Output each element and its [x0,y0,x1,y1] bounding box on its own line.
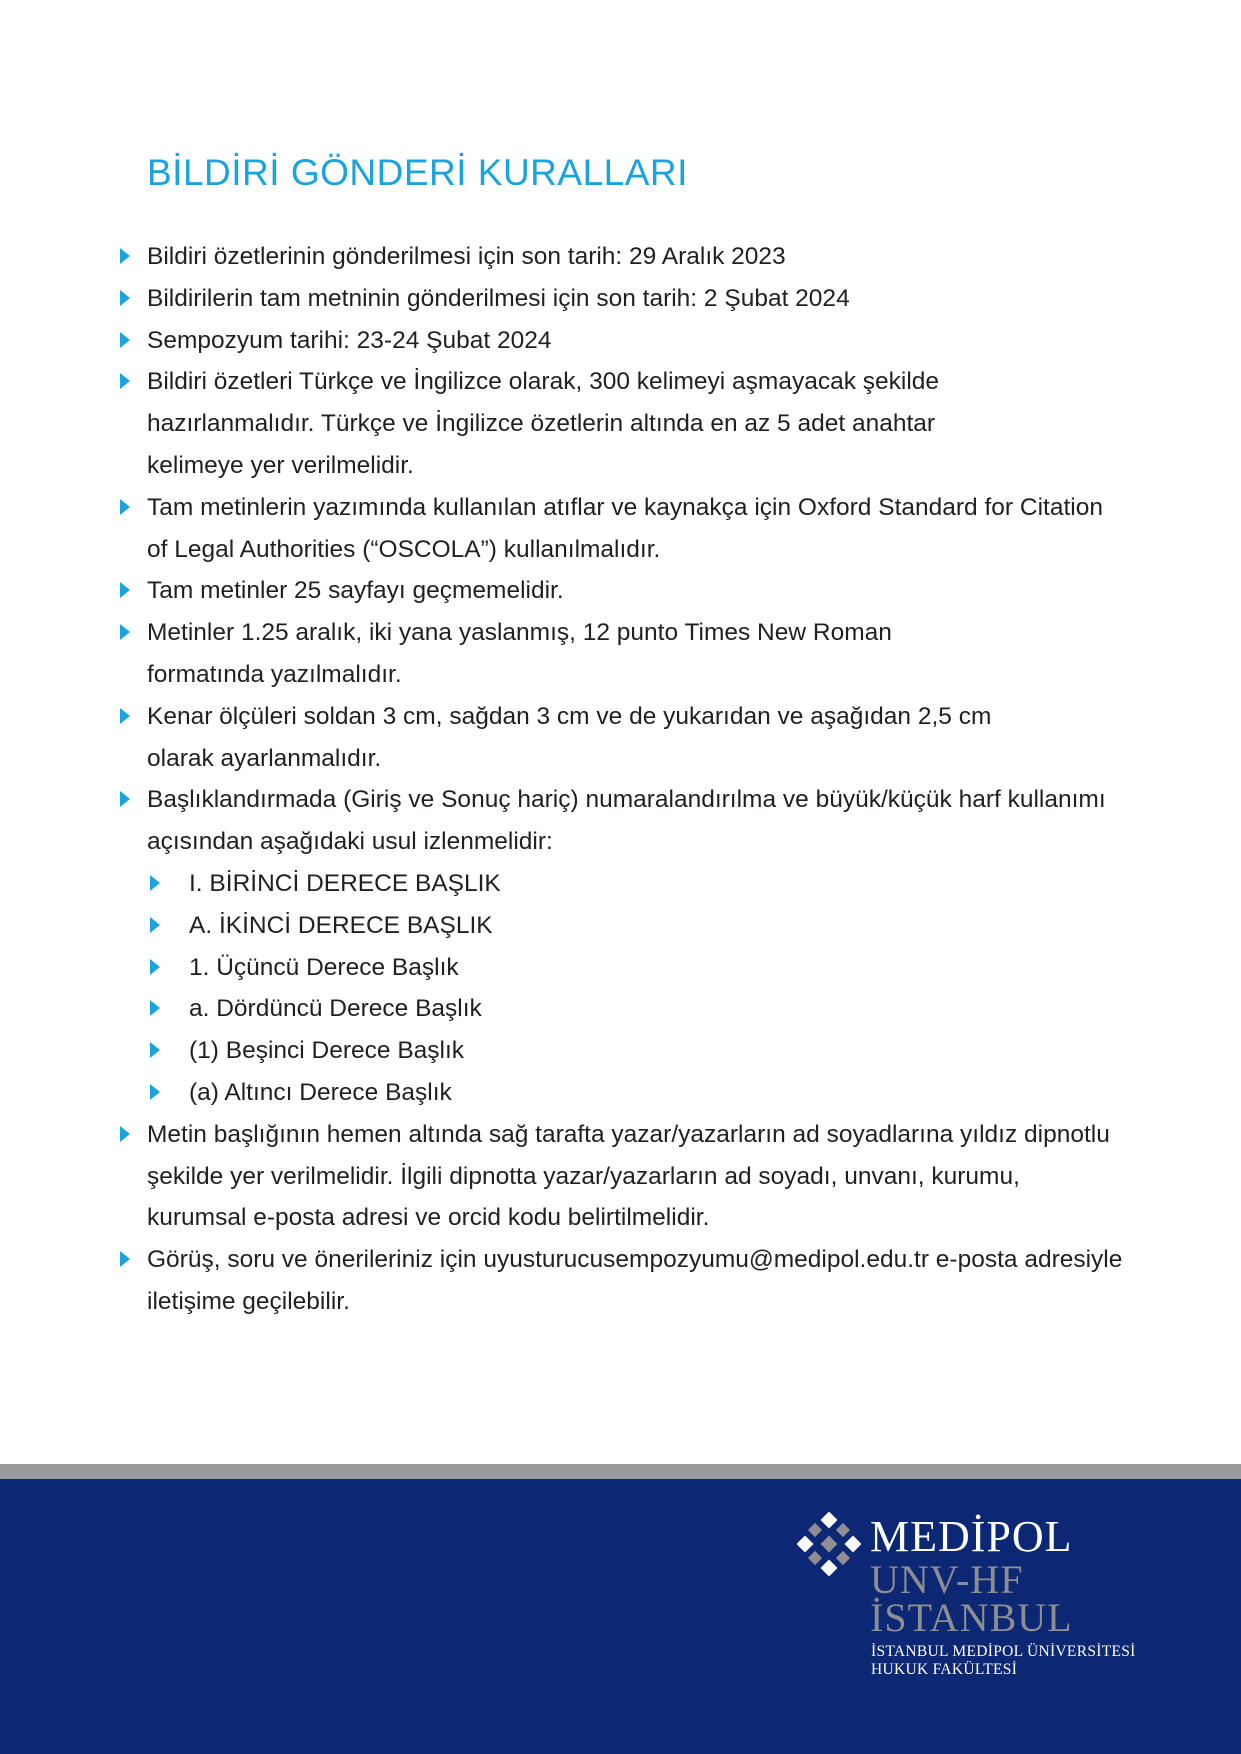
footer-divider [0,1464,1241,1479]
bullet-arrow-icon [120,1126,130,1142]
rules-list [0,236,1241,1323]
rule-text: Metinler 1.25 aralık, iki yana yaslanmış, 12 punto Times New Roman formatında yazılmalıdır. [147,619,892,688]
logo-line3: İSTANBUL [870,1595,1073,1640]
rule-text: Bildiri özetlerinin gönderilmesi için son tarih: 29 Aralık 2023 [147,243,786,270]
logo-subtitle-university: İSTANBUL MEDİPOL ÜNİVERSİTESİ [871,1643,1136,1660]
bullet-arrow-icon [150,917,160,933]
bullet-arrow-icon [150,959,160,975]
bullet-arrow-icon [120,248,130,264]
rule-text: Görüş, soru ve önerileriniz için uyusturucusempozyumu@medipol.edu.tr e-posta adresiyle iletişime geçilebilir. [147,1246,1123,1315]
heading-level-text: I. BİRİNCİ DERECE BAŞLIK [189,869,501,897]
rule-text: Sempozyum tarihi: 23-24 Şubat 2024 [147,326,552,354]
list-item [147,988,1121,1030]
heading-level-text: (1) Beşinci Derece Başlık [189,1037,465,1065]
bullet-arrow-icon [150,1084,160,1100]
bullet-arrow-icon [120,499,130,515]
bullet-arrow-icon [120,708,130,724]
bullet-arrow-icon [120,791,130,807]
rule-text: Kenar ölçüleri soldan 3 cm, sağdan 3 cm ve de yukarıdan ve aşağıdan 2,5 cm olarak ayarlanmalıdır. [147,702,992,772]
heading-level-text: a. Dördüncü Derece Başlık [189,995,482,1023]
logo-subtitle-faculty: HUKUK FAKÜLTESİ [871,1661,1018,1678]
heading-level-text: 1. Üçüncü Derece Başlık [189,953,459,981]
rule-text: Tam metinler 25 sayfayı geçmemelidir. [147,577,564,605]
list-item [147,1030,1121,1072]
rule-text: Başlıklandırmada (Giriş ve Sonuç hariç) numaralandırılma ve büyük/küçük harf kullanımı açısından aşağıdaki usul izlenmelidir: [147,786,1106,856]
page-title: BİLDİRİ GÖNDERİ KURALLARI [147,152,688,193]
list-item [0,487,1241,571]
list-item [0,779,1241,1113]
list-item [147,905,1121,947]
bullet-arrow-icon [150,1000,160,1016]
list-item [0,1239,1241,1323]
list-item [0,1114,1241,1239]
bullet-arrow-icon [120,332,130,348]
rule-text: Bildiri özetleri Türkçe ve İngilizce olarak, 300 kelimeyi aşmayacak şekilde hazırlanmalıdır. Türkçe ve İngilizce özetlerin altında en az 5 adet anahtar kelimeye yer verilmelidir. [147,368,940,479]
bullet-arrow-icon [150,1042,160,1058]
list-item [147,1072,1121,1114]
bullet-arrow-icon [120,624,130,640]
list-item [0,278,1241,320]
bullet-arrow-icon [120,582,130,598]
heading-level-text: A. İKİNCİ DERECE BAŞLIK [189,911,493,939]
heading-levels-list [147,863,1121,1114]
rule-text: Bildirilerin tam metninin gönderilmesi için son tarih: 2 Şubat 2024 [147,284,850,312]
bullet-arrow-icon [150,875,160,891]
bullet-arrow-icon [120,1251,130,1267]
rule-text: Metin başlığının hemen altında sağ tarafta yazar/yazarların ad soyadlarına yıldız dipnotlu şekilde yer verilmelidir. İlgili dipnotta yazar/yazarların ad soyadı, unvanı, kurumu, kurumsal e-posta adresi ve orcid kodu belirtilmelidir. [147,1120,1110,1232]
logo-name: MEDİPOL [870,1512,1073,1561]
logo-line2: UNV-HF [870,1557,1024,1602]
bullet-arrow-icon [120,373,130,389]
bullet-arrow-icon [120,290,130,306]
list-item [0,236,1241,278]
list-item [0,570,1241,612]
medipol-logo-icon [797,1512,861,1576]
list-item [0,612,1241,696]
list-item [147,947,1121,989]
list-item [147,863,1121,905]
rule-text: Tam metinlerin yazımında kullanılan atıflar ve kaynakça için Oxford Standard for Citation of Legal Authorities (“OSCOLA”) kullanılmalıdır. [147,493,1103,563]
heading-level-text: (a) Altıncı Derece Başlık [189,1078,452,1106]
list-item [0,696,1241,780]
list-item [0,361,1241,486]
list-item [0,320,1241,362]
